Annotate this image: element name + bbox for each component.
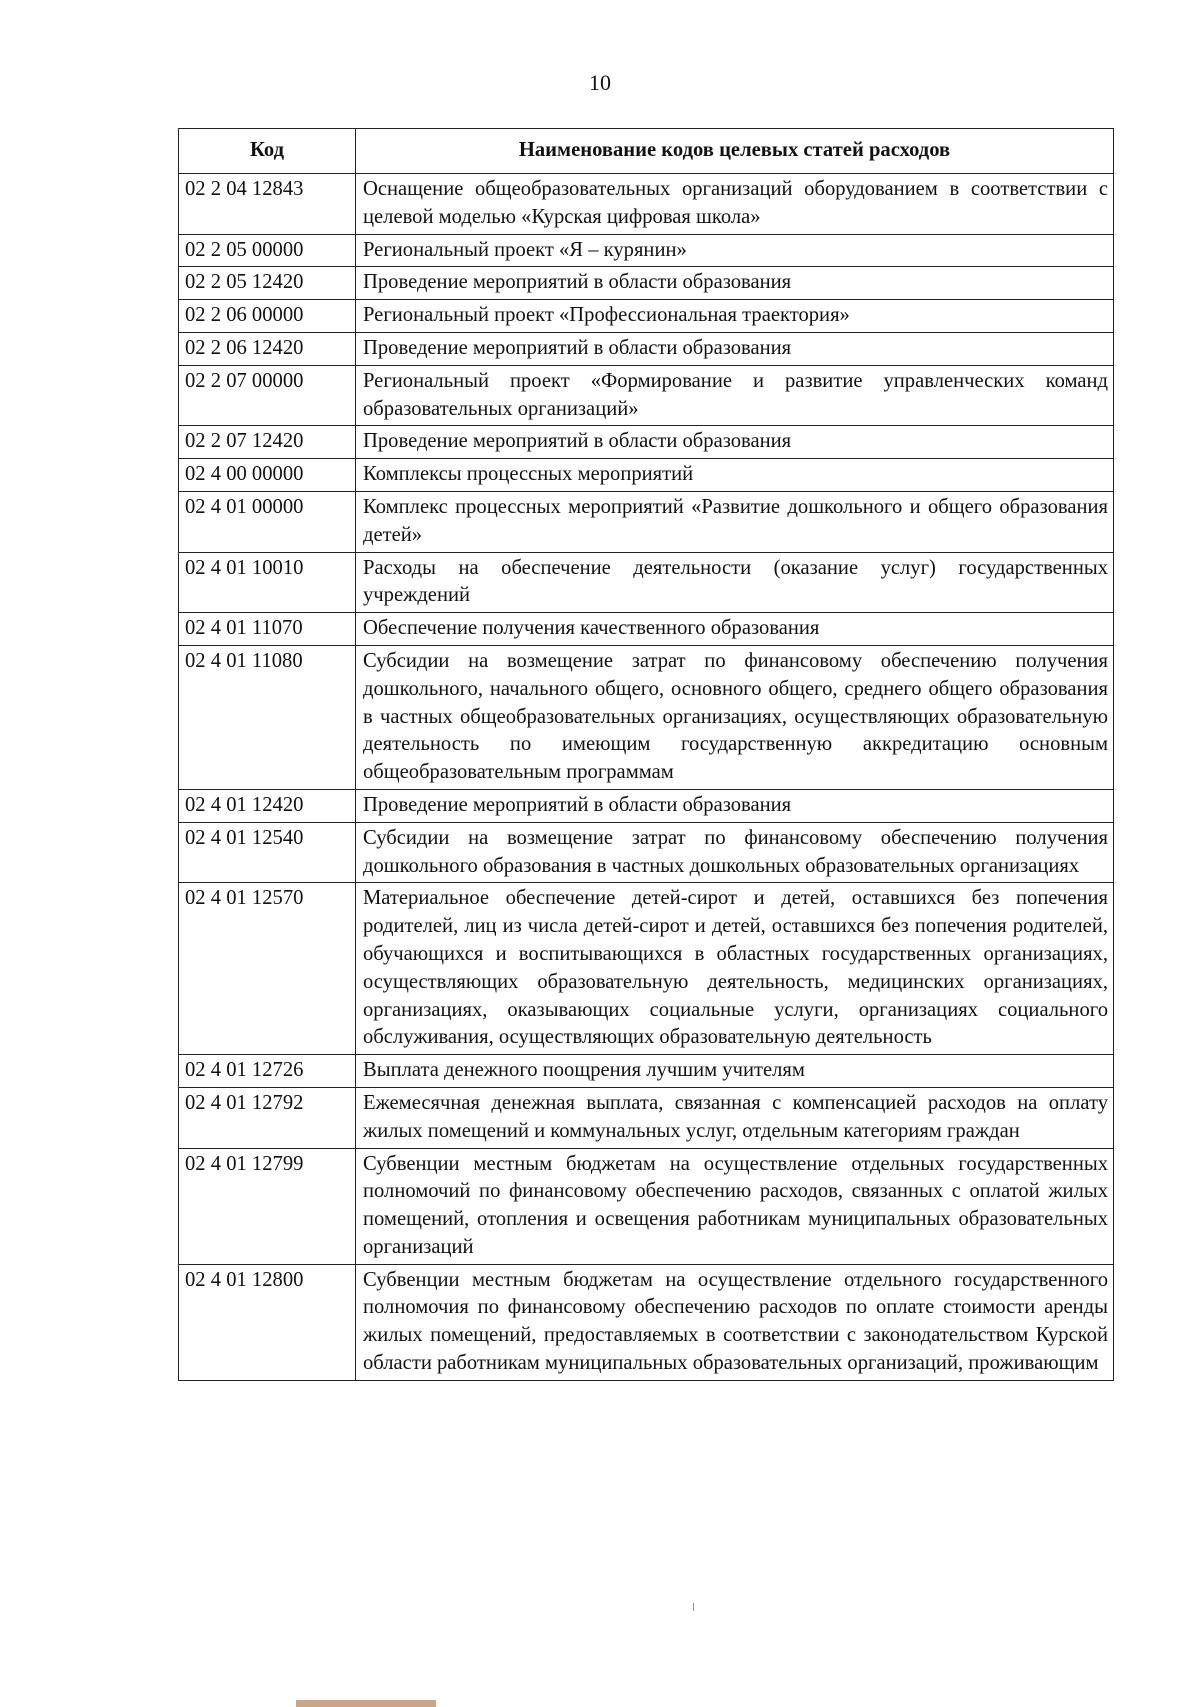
table-row: [179, 332, 1114, 365]
row-code: 02 2 04 12843: [179, 174, 356, 235]
row-name: Ежемесячная денежная выплата, связанная с компенсацией расходов на оплату жилых помещений и коммунальных услуг, отдельным категориям граждан: [356, 1087, 1114, 1148]
row-code: 02 4 01 12799: [179, 1148, 356, 1264]
target-expense-codes-table: [178, 128, 1114, 1381]
table-row: [179, 459, 1114, 492]
table-row: [179, 267, 1114, 300]
name-column-header: Наименование кодов целевых статей расходов: [356, 129, 1114, 174]
row-name: Комплексы процессных мероприятий: [356, 459, 1114, 492]
row-name: Обеспечение получения качественного образования: [356, 613, 1114, 646]
row-name: Выплата денежного поощрения лучшим учителям: [356, 1055, 1114, 1088]
table-row: [179, 365, 1114, 426]
row-code: 02 4 01 12792: [179, 1087, 356, 1148]
row-code: 02 2 06 00000: [179, 300, 356, 333]
row-code: 02 2 05 00000: [179, 234, 356, 267]
row-name: Материальное обеспечение детей-сирот и детей, оставшихся без попечения родителей, лиц из числа детей-сирот и детей, оставшихся без попечения родителей, обучающихся и воспитывающихся в областных государственных организациях, осуществляющих образовательную деятельность, медицинских организациях, организациях, оказывающих социальные услуги, организациях социального обслуживания, осуществляющих образовательную деятельность: [356, 883, 1114, 1055]
row-code: 02 4 01 12570: [179, 883, 356, 1055]
row-name: Проведение мероприятий в области образования: [356, 332, 1114, 365]
row-code: 02 4 01 10010: [179, 552, 356, 613]
row-code: 02 4 00 00000: [179, 459, 356, 492]
scan-artifact: [693, 1603, 694, 1611]
row-code: 02 4 01 12540: [179, 822, 356, 883]
row-code: 02 2 07 00000: [179, 365, 356, 426]
table-row: [179, 234, 1114, 267]
row-code: 02 2 06 12420: [179, 332, 356, 365]
row-name: Субвенции местным бюджетам на осуществление отдельного государственного полномочия по финансовому обеспечению расходов по оплате стоимости аренды жилых помещений, предоставляемых в соответствии с законодательством Курской области работникам муниципальных образовательных организаций, проживающим: [356, 1264, 1114, 1380]
row-name: Субсидии на возмещение затрат по финансовому обеспечению получения дошкольного образования в частных дошкольных образовательных организациях: [356, 822, 1114, 883]
table-row: [179, 174, 1114, 235]
row-name: Расходы на обеспечение деятельности (оказание услуг) государственных учреждений: [356, 552, 1114, 613]
row-code: 02 4 01 12420: [179, 789, 356, 822]
row-name: Проведение мероприятий в области образования: [356, 426, 1114, 459]
row-name: Комплекс процессных мероприятий «Развитие дошкольного и общего образования детей»: [356, 491, 1114, 552]
row-name: Проведение мероприятий в области образования: [356, 267, 1114, 300]
table-row: [179, 883, 1114, 1055]
page-number: 10: [589, 70, 611, 95]
row-code: 02 4 01 11080: [179, 645, 356, 789]
row-code: 02 4 01 12726: [179, 1055, 356, 1088]
table-row: [179, 822, 1114, 883]
row-name: Региональный проект «Формирование и развитие управленческих команд образовательных организаций»: [356, 365, 1114, 426]
table-row: [179, 789, 1114, 822]
bottom-edge-strip: [296, 1700, 436, 1707]
table-row: [179, 1055, 1114, 1088]
row-name: Региональный проект «Я – курянин»: [356, 234, 1114, 267]
table-row: [179, 1148, 1114, 1264]
table-row: [179, 645, 1114, 789]
row-name: Оснащение общеобразовательных организаций оборудованием в соответствии с целевой моделью «Курская цифровая школа»: [356, 174, 1114, 235]
table-row: [179, 300, 1114, 333]
row-name: Проведение мероприятий в области образования: [356, 789, 1114, 822]
row-code: 02 4 01 11070: [179, 613, 356, 646]
row-code: 02 4 01 00000: [179, 491, 356, 552]
row-code: 02 2 07 12420: [179, 426, 356, 459]
table-row: [179, 1087, 1114, 1148]
table-row: [179, 552, 1114, 613]
table-row: [179, 426, 1114, 459]
table-row: [179, 1264, 1114, 1380]
code-column-header: Код: [179, 129, 356, 174]
row-code: 02 4 01 12800: [179, 1264, 356, 1380]
row-name: Субвенции местным бюджетам на осуществление отдельных государственных полномочий по финансовому обеспечению расходов, связанных с оплатой жилых помещений, отопления и освещения работникам муниципальных образовательных организаций: [356, 1148, 1114, 1264]
row-name: Субсидии на возмещение затрат по финансовому обеспечению получения дошкольного, начального общего, основного общего, среднего общего образования в частных общеобразовательных организациях, осуществляющих образовательную деятельность по имеющим государственную аккредитацию основным общеобразовательным программам: [356, 645, 1114, 789]
table-row: [179, 491, 1114, 552]
row-name: Региональный проект «Профессиональная траектория»: [356, 300, 1114, 333]
table-header-row: [179, 129, 1114, 174]
row-code: 02 2 05 12420: [179, 267, 356, 300]
table-row: [179, 613, 1114, 646]
